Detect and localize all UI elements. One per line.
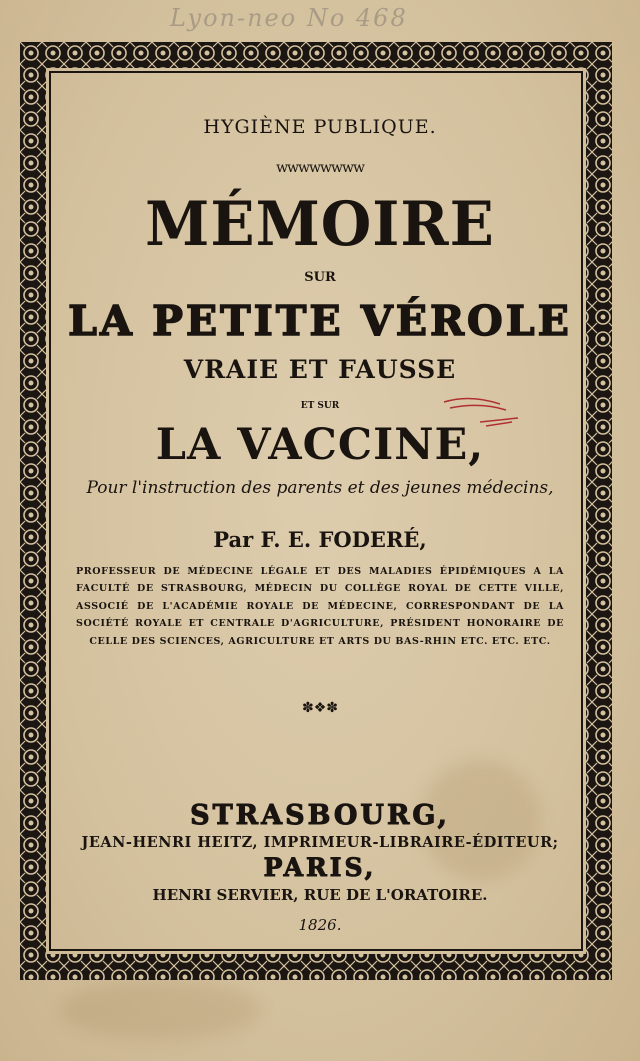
purpose-line: Pour l'instruction des parents et des jeunes médecins, xyxy=(86,478,554,498)
subject-vaccine: LA VACCINE, xyxy=(155,420,485,470)
handwritten-shelfmark: Lyon-neo No 468 xyxy=(170,4,408,32)
subject-vraie-fausse: VRAIE ET FAUSSE xyxy=(183,355,457,384)
title: MÉMOIRE xyxy=(145,188,495,260)
publication-year: 1826. xyxy=(298,916,342,934)
sur-label: SUR xyxy=(304,270,336,285)
city-strasbourg: STRASBOURG, xyxy=(190,800,450,831)
divider: wwwwwwww xyxy=(276,160,364,176)
author: Par F. E. FODERÉ, xyxy=(213,527,427,552)
printer-servier: HENRI SERVIER, RUE DE L'ORATOIRE. xyxy=(152,886,488,904)
printer-heitz: JEAN-HENRI HEITZ, IMPRIMEUR-LIBRAIRE-ÉDITEUR; xyxy=(81,834,559,851)
author-credentials: PROFESSEUR DE MÉDECINE LÉGALE ET DES MALADIES ÉPIDÉMIQUES A LA FACULTÉ DE STRASBOURG, MÉDECIN DU COLLÈGE ROYAL DE CETTE VILLE, ASSOCIÉ DE L'ACADÉMIE ROYALE DE MÉDECINE, CORRESPONDANT DE LA SOCIÉTÉ ROYALE ET CENTRALE D'AGRICULTURE, PRÉSIDENT HONORAIRE DE CELLE DES SCIENCES, AGRICULTURE ET ARTS DU BAS-RHIN ETC. ETC. ETC. xyxy=(76,566,564,647)
ornament-divider: ✽❖✽ xyxy=(301,700,338,716)
heading: HYGIÈNE PUBLIQUE. xyxy=(203,116,437,138)
stain xyxy=(60,980,260,1040)
et-sur-label: ET SUR xyxy=(300,401,340,411)
library-stamp-mark xyxy=(440,392,520,432)
city-paris: PARIS, xyxy=(263,853,377,882)
subject-petite-verole: LA PETITE VÉROLE xyxy=(68,297,572,345)
